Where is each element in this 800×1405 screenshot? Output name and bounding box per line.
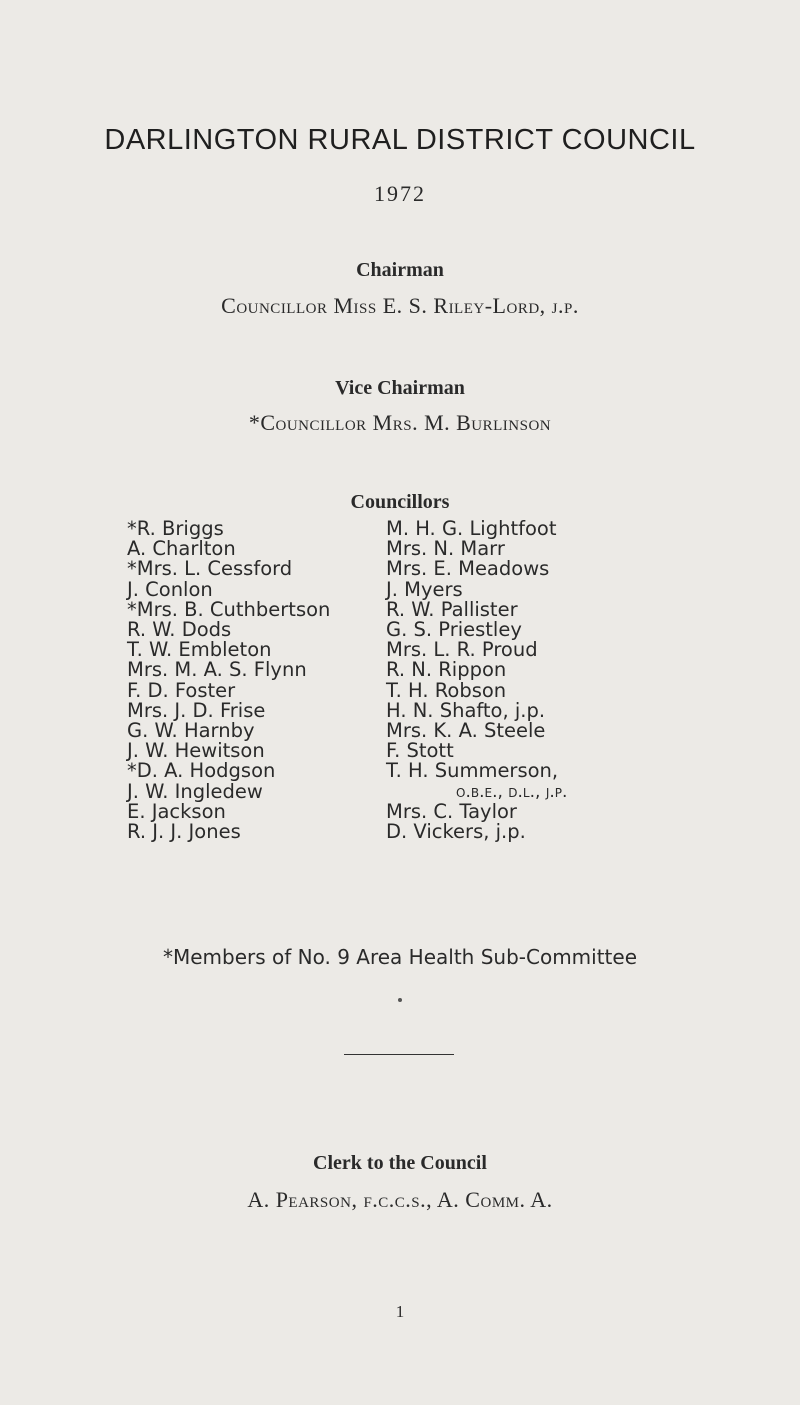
councillor-name: Mrs. J. D. Frise [127, 698, 266, 722]
councillor-name: T. H. Robson [386, 678, 507, 702]
councillor-name: J. Myers [386, 577, 463, 601]
councillors-right-column [386, 519, 567, 842]
councillor-name: *Mrs. B. Cuthbertson [127, 597, 331, 621]
council-title: DARLINGTON RURAL DISTRICT COUNCIL [104, 124, 696, 156]
councillor-name: M. H. G. Lightfoot [386, 517, 557, 540]
councillor-name: E. Jackson [127, 799, 226, 823]
councillor-honours: o.b.e., d.l., j.p. [456, 781, 568, 802]
clerk-name: A. Pearson, f.c.c.s., A. Comm. A. [247, 1187, 553, 1212]
dot-mark [398, 998, 402, 1002]
councillor-name: D. Vickers, j.p. [386, 820, 526, 844]
councillor-name: G. S. Priestley [386, 618, 522, 642]
councillor-name: Mrs. E. Meadows [386, 557, 550, 581]
councillor-name: R. J. J. Jones [127, 820, 241, 844]
councillor-name: Mrs. K. A. Steele [386, 719, 546, 743]
councillor-name: R. W. Dods [127, 618, 232, 642]
councillor-name: Mrs. M. A. S. Flynn [127, 658, 307, 682]
councillor-name: G. W. Harnby [127, 719, 255, 743]
councillor-name: F. D. Foster [127, 678, 236, 702]
vice-chairman-name: *Councillor Mrs. M. Burlinson [248, 410, 552, 435]
year: 1972 [374, 181, 426, 206]
councillor-name: J. Conlon [127, 577, 213, 601]
footnote: *Members of No. 9 Area Health Sub-Committee [162, 945, 638, 969]
councillor-name: R. N. Rippon [386, 658, 507, 682]
councillor-name: *Mrs. L. Cessford [127, 557, 293, 581]
councillor-name: *D. A. Hodgson [127, 759, 276, 783]
divider [344, 1054, 454, 1055]
councillor-name: J. W. Hewitson [127, 739, 265, 763]
clerk-heading: Clerk to the Council [313, 1152, 487, 1174]
councillors-heading: Councillors [350, 491, 450, 513]
councillor-name: H. N. Shafto, j.p. [386, 698, 546, 722]
chairman-heading: Chairman [356, 259, 444, 281]
councillor-name: T. H. Summerson, [386, 759, 559, 783]
councillor-name: F. Stott [386, 739, 454, 763]
chairman-name: Councillor Miss E. S. Riley-Lord, j.p. [221, 293, 579, 318]
councillor-name: R. W. Pallister [386, 597, 518, 621]
page-number: 1 [395, 1302, 405, 1321]
councillors-left-column [127, 519, 330, 842]
councillor-name: Mrs. L. R. Proud [386, 638, 538, 662]
councillor-name: A. Charlton [127, 537, 236, 561]
councillor-name: Mrs. C. Taylor [386, 799, 517, 823]
councillor-name: Mrs. N. Marr [386, 537, 505, 561]
councillor-name: J. W. Ingledew [127, 779, 263, 803]
councillor-name: T. W. Embleton [127, 638, 272, 662]
councillor-name: *R. Briggs [127, 517, 224, 540]
vice-chairman-heading: Vice Chairman [335, 377, 465, 399]
